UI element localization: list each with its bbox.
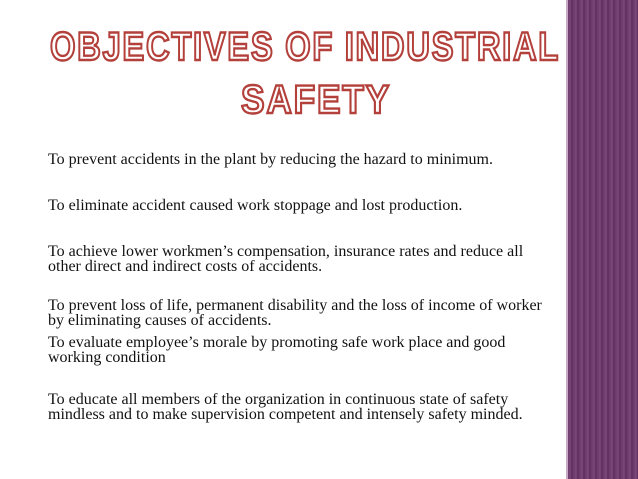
square-bullet-icon: [14, 299, 28, 313]
bullet-text: To eliminate accident caused work stoppage and lost production.: [48, 197, 463, 214]
square-bullet-icon: [14, 245, 28, 259]
decorative-right-band: [568, 0, 638, 479]
square-bullet-icon: [14, 153, 28, 167]
title-line-1: OBJECTIVES OF INDUSTRIAL: [50, 25, 560, 69]
square-bullet-icon: [14, 336, 28, 350]
square-bullet-icon: [14, 199, 28, 213]
bullet-text: To prevent accidents in the plant by reducing the hazard to minimum.: [48, 151, 493, 168]
bullet-text: To prevent loss of life, permanent disability and the loss of income of worker by eliminating causes of accidents.: [48, 297, 542, 329]
title-line-2: SAFETY: [241, 78, 391, 122]
bullet-text: To educate all members of the organization in continuous state of safety mindless and to make supervision competent and intensely safety minded.: [48, 391, 523, 423]
bullet-text: To evaluate employee’s morale by promoting safe work place and good working condition: [48, 334, 506, 366]
square-bullet-icon: [14, 393, 28, 407]
bullet-text: To achieve lower workmen’s compensation, insurance rates and reduce all other direct and indirect costs of accidents.: [48, 243, 524, 275]
slide-title: [40, 18, 570, 128]
